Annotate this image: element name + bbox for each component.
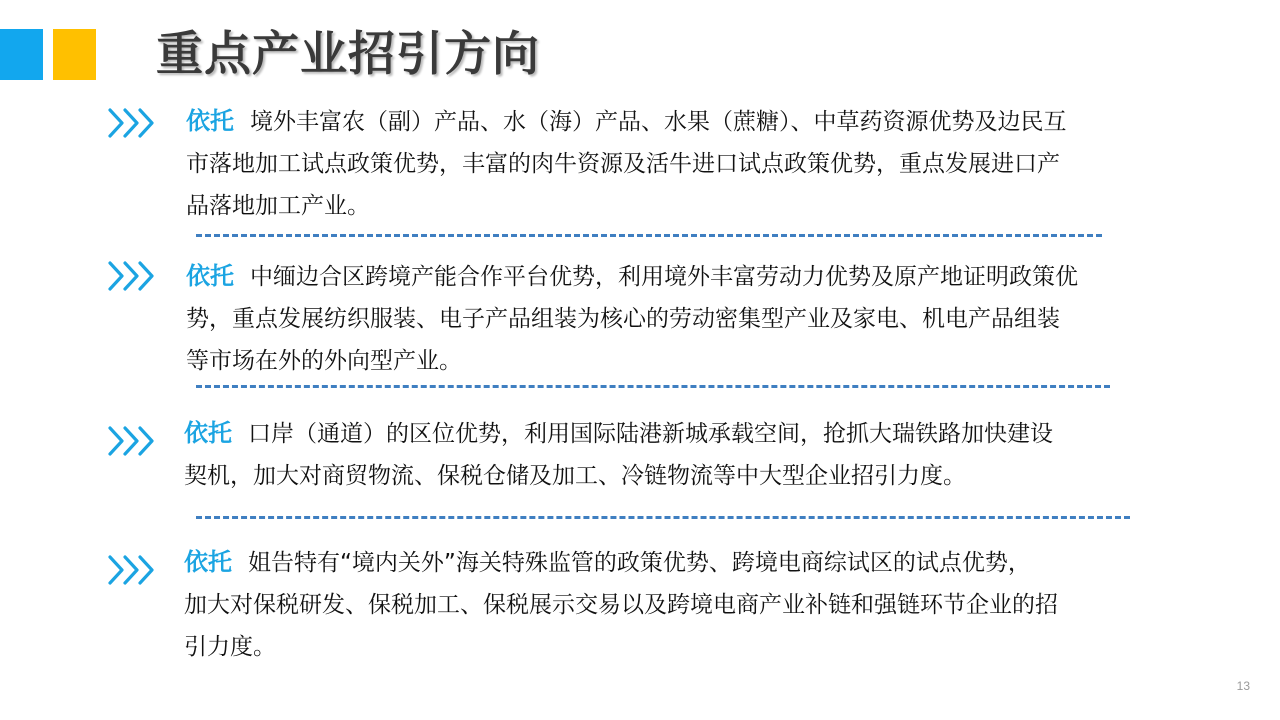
dashed-divider [196,385,1110,388]
paragraph-2 [186,255,1078,382]
paragraph-4 [184,541,1058,668]
dashed-divider [196,516,1130,519]
paragraph-text: 境外丰富农（副）产品、水（海）产品、水果（蔗糖）、中草药资源优势及边民互 [250,109,1067,135]
blue-square-decoration [0,29,43,80]
double-chevron-right-icon [107,259,159,293]
paragraph-line: 品落地加工产业。 [186,193,370,219]
paragraph-line [186,255,1078,298]
paragraph-3 [184,412,1053,497]
paragraph-line: 加大对保税研发、保税加工、保税展示交易以及跨境电商产业补链和强链环节企业的招 [184,592,1058,618]
double-chevron-right-icon [107,106,159,140]
paragraph-line: 契机，加大对商贸物流、保税仓储及加工、冷链物流等中大型企业招引力度。 [184,463,966,489]
dashed-divider [196,234,1102,237]
paragraph-text: 中缅边合区跨境产能合作平台优势，利用境外丰富劳动力优势及原产地证明政策优 [250,264,1078,290]
paragraph-text: 口岸（通道）的区位优势，利用国际陆港新城承载空间，抢抓大瑞铁路加快建设 [248,421,1053,447]
keyword-label: 依托 [186,262,234,290]
keyword-label: 依托 [184,548,232,576]
double-chevron-right-icon [107,424,159,458]
double-chevron-right-icon [107,553,159,587]
paragraph-line [184,412,1053,455]
paragraph-text: 姐告特有“境内关外”海关特殊监管的政策优势、跨境电商综试区的试点优势， [248,550,1031,576]
paragraph-1 [186,100,1067,227]
page-title: 重点产业招引方向 [156,27,540,82]
keyword-label: 依托 [186,107,234,135]
paragraph-line [186,100,1067,143]
paragraph-line: 市落地加工试点政策优势，丰富的肉牛资源及活牛进口试点政策优势，重点发展进口产 [186,151,1060,177]
page-number: 13 [1236,679,1250,693]
yellow-square-decoration [53,29,96,80]
paragraph-line [184,541,1058,584]
paragraph-line: 引力度。 [184,634,276,660]
paragraph-line: 等市场在外的外向型产业。 [186,348,462,374]
paragraph-line: 势，重点发展纺织服装、电子产品组装为核心的劳动密集型产业及家电、机电产品组装 [186,306,1060,332]
keyword-label: 依托 [184,419,232,447]
